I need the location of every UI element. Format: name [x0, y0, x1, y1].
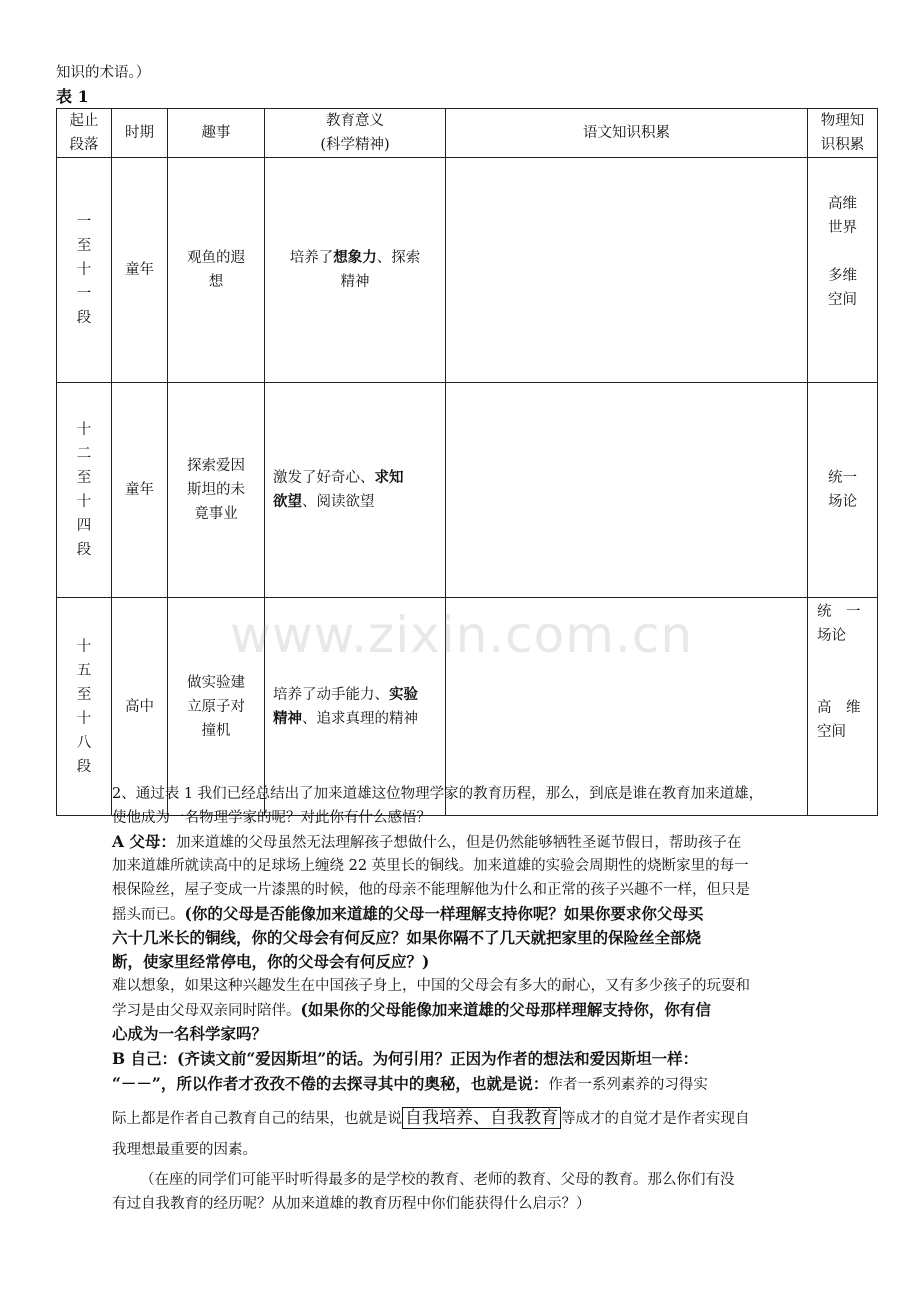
paragraph-cell: 十 二 至 十 四 段 — [57, 383, 112, 598]
meaning-cell: 激发了好奇心、求知 欲望、阅读欲望 — [265, 383, 446, 598]
watermark: www.zixin.com.cn — [230, 606, 694, 664]
period-cell: 童年 — [112, 383, 168, 598]
header-story: 趣事 — [168, 109, 265, 158]
question-2-line: 2、通过表 1 我们已经总结出了加来道雄这位物理学家的教育历程，那么，到底是谁在教育加来道雄， — [112, 786, 764, 802]
reflection-paragraph: 有过自我教育的经历呢？从加来道雄的教育历程中你们能获得什么启示？） — [112, 1196, 591, 1212]
header-chinese: 语文知识积累 — [446, 109, 808, 158]
story-cell: 探索爱因 斯坦的未 竟事业 — [168, 383, 265, 598]
reflection-paragraph: （在座的同学们可能平时听得最多的是学校的教育、老师的教育、父母的教育。那么你们有没 — [140, 1172, 735, 1188]
parents-paragraph: 加来道雄所就读高中的足球场上缠绕 22 英里长的铜线。加来道雄的实验会周期性的烧断家里的每一 — [112, 858, 749, 874]
parents-question: 六十几米长的铜线，你的父母会有何反应？如果你隔不了几天就把家里的保险丝全部烧 — [112, 928, 702, 947]
period-cell: 童年 — [112, 158, 168, 383]
period-cell: 高中 — [112, 598, 168, 816]
table-header-row — [57, 109, 878, 158]
parents-question: 断，使家里经常停电，你的父母会有何反应？) — [112, 952, 430, 971]
meaning-cell: 培养了想象力、探索 精神 — [265, 158, 446, 383]
parents-paragraph: A 父母：加来道雄的父母虽然无法理解孩子想做什么，但是仍然能够牺牲圣诞节假日，帮助孩子在 — [112, 832, 742, 851]
physics-cell: 统一 场论 — [808, 383, 878, 598]
parents-paragraph: 摇头而已。(你的父母是否能像加来道雄的父母一样理解支持你呢？如果你要求你父母买 — [112, 904, 704, 923]
self-section-heading: B 自己：(齐读文前“爱因斯坦”的话。为何引用？正因为作者的想法和爱因斯坦一样： — [112, 1049, 699, 1068]
chinese-cell — [446, 158, 808, 383]
intro-line: 知识的术语。） — [56, 65, 151, 81]
meaning-cell: 培养了动手能力、实验 精神、追求真理的精神 — [265, 598, 446, 816]
physics-cell: 高维 世界 多维 空间 — [808, 158, 878, 383]
header-paragraph: 起止 段落 — [57, 109, 112, 158]
highlight-box: 自我培养、自我教育 — [402, 1107, 561, 1129]
self-paragraph: “－－”，所以作者才孜孜不倦的去探寻其中的奥秘，也就是说：作者一系列素养的习得实 — [112, 1074, 708, 1093]
table-title: 表 1 — [56, 87, 89, 106]
story-cell: 做实验建 立原子对 撞机 — [168, 598, 265, 816]
parents-paragraph: 根保险丝，屋子变成一片漆黑的时候，他的母亲不能理解他为什么和正常的孩子兴趣不一样，但只是 — [112, 882, 750, 898]
header-meaning: 教育意义 (科学精神) — [265, 109, 446, 158]
paragraph-cell: 一 至 十 一 段 — [57, 158, 112, 383]
question-2-line: 使他成为一名物理学家的呢？对此你有什么感悟？ — [112, 810, 431, 826]
table-row — [57, 158, 878, 383]
chinese-cell — [446, 383, 808, 598]
self-paragraph: 我理想最重要的因素。 — [112, 1142, 257, 1158]
self-paragraph: 际上都是作者自己教育自己的结果，也就是说 自我培养、自我教育 等成才的自觉才是作者实现自 — [112, 1108, 750, 1128]
story-cell: 观鱼的遐 想 — [168, 158, 265, 383]
header-period: 时期 — [112, 109, 168, 158]
parents-paragraph: 难以想象，如果这种兴趣发生在中国孩子身上，中国的父母会有多大的耐心，又有多少孩子的玩耍和 — [112, 978, 750, 994]
education-table — [56, 108, 878, 816]
paragraph-cell: 十 五 至 十 八 段 — [57, 598, 112, 816]
parents-question: 心成为一名科学家吗？ — [112, 1024, 268, 1043]
header-physics: 物理知 识积累 — [808, 109, 878, 158]
physics-cell: 统 一 场论 高 维 空间 — [808, 598, 878, 816]
parents-paragraph: 学习是由父母双亲同时陪伴。(如果你的父母能像加来道雄的父母那样理解支持你，你有信 — [112, 1000, 711, 1019]
table-row — [57, 383, 878, 598]
